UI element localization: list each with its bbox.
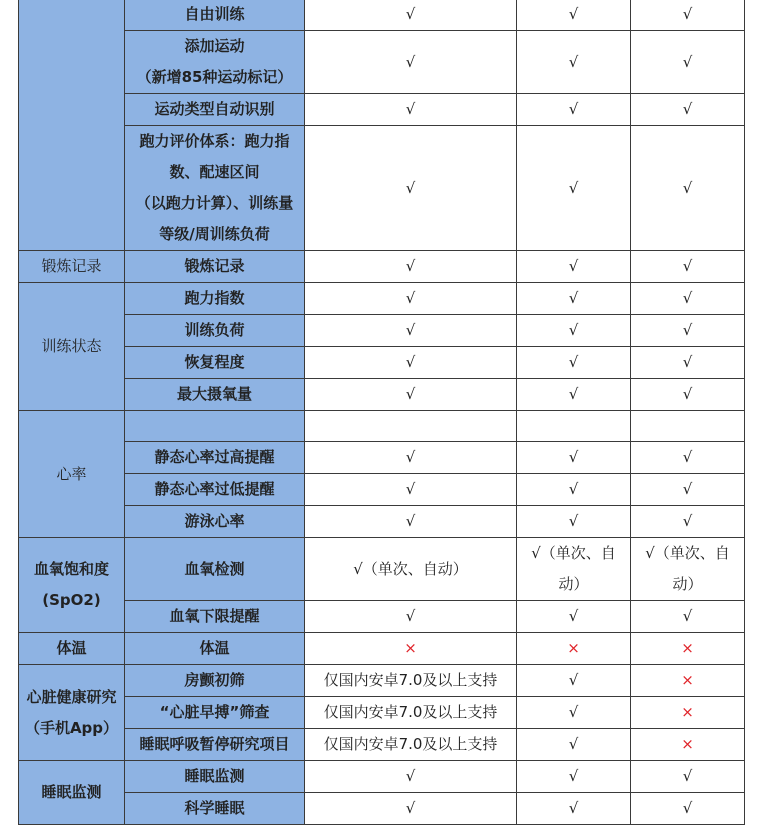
- table-row: [19, 315, 745, 347]
- table-row: [19, 793, 745, 825]
- value-cell: ×: [305, 633, 517, 665]
- table-row: [19, 474, 745, 506]
- value-cell: √: [631, 126, 745, 251]
- category-cell: [19, 665, 125, 761]
- table-row: [19, 94, 745, 126]
- feature-cell: 房颤初筛: [125, 665, 305, 697]
- value-cell: √: [631, 442, 745, 474]
- value-cell: √: [517, 347, 631, 379]
- value-cell: √: [517, 0, 631, 31]
- value-cell: 仅国内安卓7.0及以上支持: [305, 697, 517, 729]
- table-row: [19, 538, 745, 601]
- value-cell: [631, 411, 745, 442]
- value-cell: √: [631, 0, 745, 31]
- table-row: [19, 633, 745, 665]
- feature-comparison-table-wrapper: [18, 0, 745, 830]
- table-row: [19, 442, 745, 474]
- value-cell: √（单次、自动）: [305, 538, 517, 601]
- value-cell: √: [517, 474, 631, 506]
- category-cell: 锻炼记录: [19, 251, 125, 283]
- value-cell: ×: [631, 633, 745, 665]
- feature-cell: 最大摄氧量: [125, 379, 305, 411]
- table-row: [19, 665, 745, 697]
- feature-cell: 静态心率过低提醒: [125, 474, 305, 506]
- feature-line: 跑力评价体系：跑力指: [139, 132, 290, 150]
- value-cell: 仅国内安卓7.0及以上支持: [305, 665, 517, 697]
- table-row: [19, 761, 745, 793]
- table-row: [19, 283, 745, 315]
- value-cell: [517, 411, 631, 442]
- feature-line: 添加运动: [184, 37, 245, 55]
- category-line: 血氧饱和度: [33, 560, 109, 578]
- value-cell: √: [517, 761, 631, 793]
- value-cell: √: [517, 379, 631, 411]
- feature-cell: “心脏早搏”筛查: [125, 697, 305, 729]
- value-cell: √: [631, 94, 745, 126]
- value-cell: √: [305, 761, 517, 793]
- category-line: 心脏健康研究: [26, 687, 117, 706]
- feature-cell: [125, 31, 305, 94]
- category-line: （手机App）: [24, 718, 119, 737]
- table-row: [19, 411, 745, 442]
- value-cell: √: [305, 315, 517, 347]
- value-cell: √: [305, 0, 517, 31]
- value-cell: [517, 538, 631, 601]
- table-row: [19, 506, 745, 538]
- feature-cell: 游泳心率: [125, 506, 305, 538]
- category-cell: 体温: [19, 633, 125, 665]
- table-row: [19, 347, 745, 379]
- table-row: [19, 31, 745, 94]
- value-cell: ×: [631, 697, 745, 729]
- value-cell: √: [517, 31, 631, 94]
- value-cell: 仅国内安卓7.0及以上支持: [305, 729, 517, 761]
- value-cell: √: [305, 442, 517, 474]
- value-cell: √: [517, 251, 631, 283]
- value-cell: √: [517, 665, 631, 697]
- value-cell: √: [631, 283, 745, 315]
- table-row: [19, 697, 745, 729]
- value-cell: √: [305, 126, 517, 251]
- value-cell: ×: [631, 665, 745, 697]
- category-cell: [19, 538, 125, 633]
- feature-line: （新增85种运动标记）: [136, 68, 293, 86]
- table-row: [19, 0, 745, 31]
- value-cell: √: [631, 761, 745, 793]
- value-cell: √: [517, 729, 631, 761]
- value-cell: √: [517, 283, 631, 315]
- feature-cell: 训练负荷: [125, 315, 305, 347]
- value-cell: √: [631, 31, 745, 94]
- value-cell: √: [517, 442, 631, 474]
- value-cell: √: [631, 347, 745, 379]
- table-row: [19, 379, 745, 411]
- value-cell: √: [517, 697, 631, 729]
- feature-cell: 血氧检测: [125, 538, 305, 601]
- value-cell: ×: [517, 633, 631, 665]
- feature-cell: 睡眠监测: [125, 761, 305, 793]
- feature-line: 数、配速区间: [169, 163, 260, 181]
- category-cell: 训练状态: [19, 283, 125, 411]
- category-line: (SpO2): [42, 591, 101, 609]
- value-cell: √: [517, 94, 631, 126]
- table-row: [19, 251, 745, 283]
- value-cell: √: [517, 126, 631, 251]
- value-cell: √: [305, 379, 517, 411]
- value-cell: √: [305, 506, 517, 538]
- value-line: √（单次、自: [531, 544, 616, 562]
- value-cell: √: [305, 793, 517, 825]
- value-cell: √: [305, 283, 517, 315]
- value-line: 动）: [558, 575, 589, 593]
- value-cell: √: [517, 315, 631, 347]
- feature-cell: [125, 411, 305, 442]
- category-cell: 睡眠监测: [19, 761, 125, 825]
- category-cell: 心率: [19, 411, 125, 538]
- feature-cell: 血氧下限提醒: [125, 601, 305, 633]
- value-line: 动）: [672, 575, 703, 593]
- value-cell: ×: [631, 729, 745, 761]
- feature-cell: 静态心率过高提醒: [125, 442, 305, 474]
- value-cell: √: [517, 601, 631, 633]
- value-cell: √: [517, 506, 631, 538]
- value-cell: √: [631, 601, 745, 633]
- value-cell: √: [631, 793, 745, 825]
- value-cell: √: [631, 315, 745, 347]
- feature-cell: 自由训练: [125, 0, 305, 31]
- value-cell: √: [631, 474, 745, 506]
- value-cell: √: [631, 506, 745, 538]
- category-cell-sport: [19, 0, 125, 251]
- feature-cell: 体温: [125, 633, 305, 665]
- value-cell: √: [305, 347, 517, 379]
- value-cell: √: [305, 474, 517, 506]
- value-cell: √: [631, 379, 745, 411]
- value-cell: √: [305, 601, 517, 633]
- feature-cell: 睡眠呼吸暂停研究项目: [125, 729, 305, 761]
- value-cell: [305, 411, 517, 442]
- feature-line: 等级/周训练负荷: [159, 225, 270, 243]
- value-cell: √: [305, 94, 517, 126]
- feature-cell: 科学睡眠: [125, 793, 305, 825]
- table-row: [19, 601, 745, 633]
- feature-cell: 锻炼记录: [125, 251, 305, 283]
- feature-cell: 跑力指数: [125, 283, 305, 315]
- feature-cell: 恢复程度: [125, 347, 305, 379]
- value-cell: √: [631, 251, 745, 283]
- value-line: √（单次、自: [645, 544, 730, 562]
- value-cell: [631, 538, 745, 601]
- table-row: [19, 126, 745, 251]
- feature-comparison-table: [18, 0, 745, 825]
- value-cell: √: [305, 31, 517, 94]
- table-row: [19, 729, 745, 761]
- feature-line: （以跑力计算）、训练量: [135, 194, 294, 212]
- feature-cell: [125, 126, 305, 251]
- value-cell: √: [305, 251, 517, 283]
- value-cell: √: [517, 793, 631, 825]
- feature-cell: 运动类型自动识别: [125, 94, 305, 126]
